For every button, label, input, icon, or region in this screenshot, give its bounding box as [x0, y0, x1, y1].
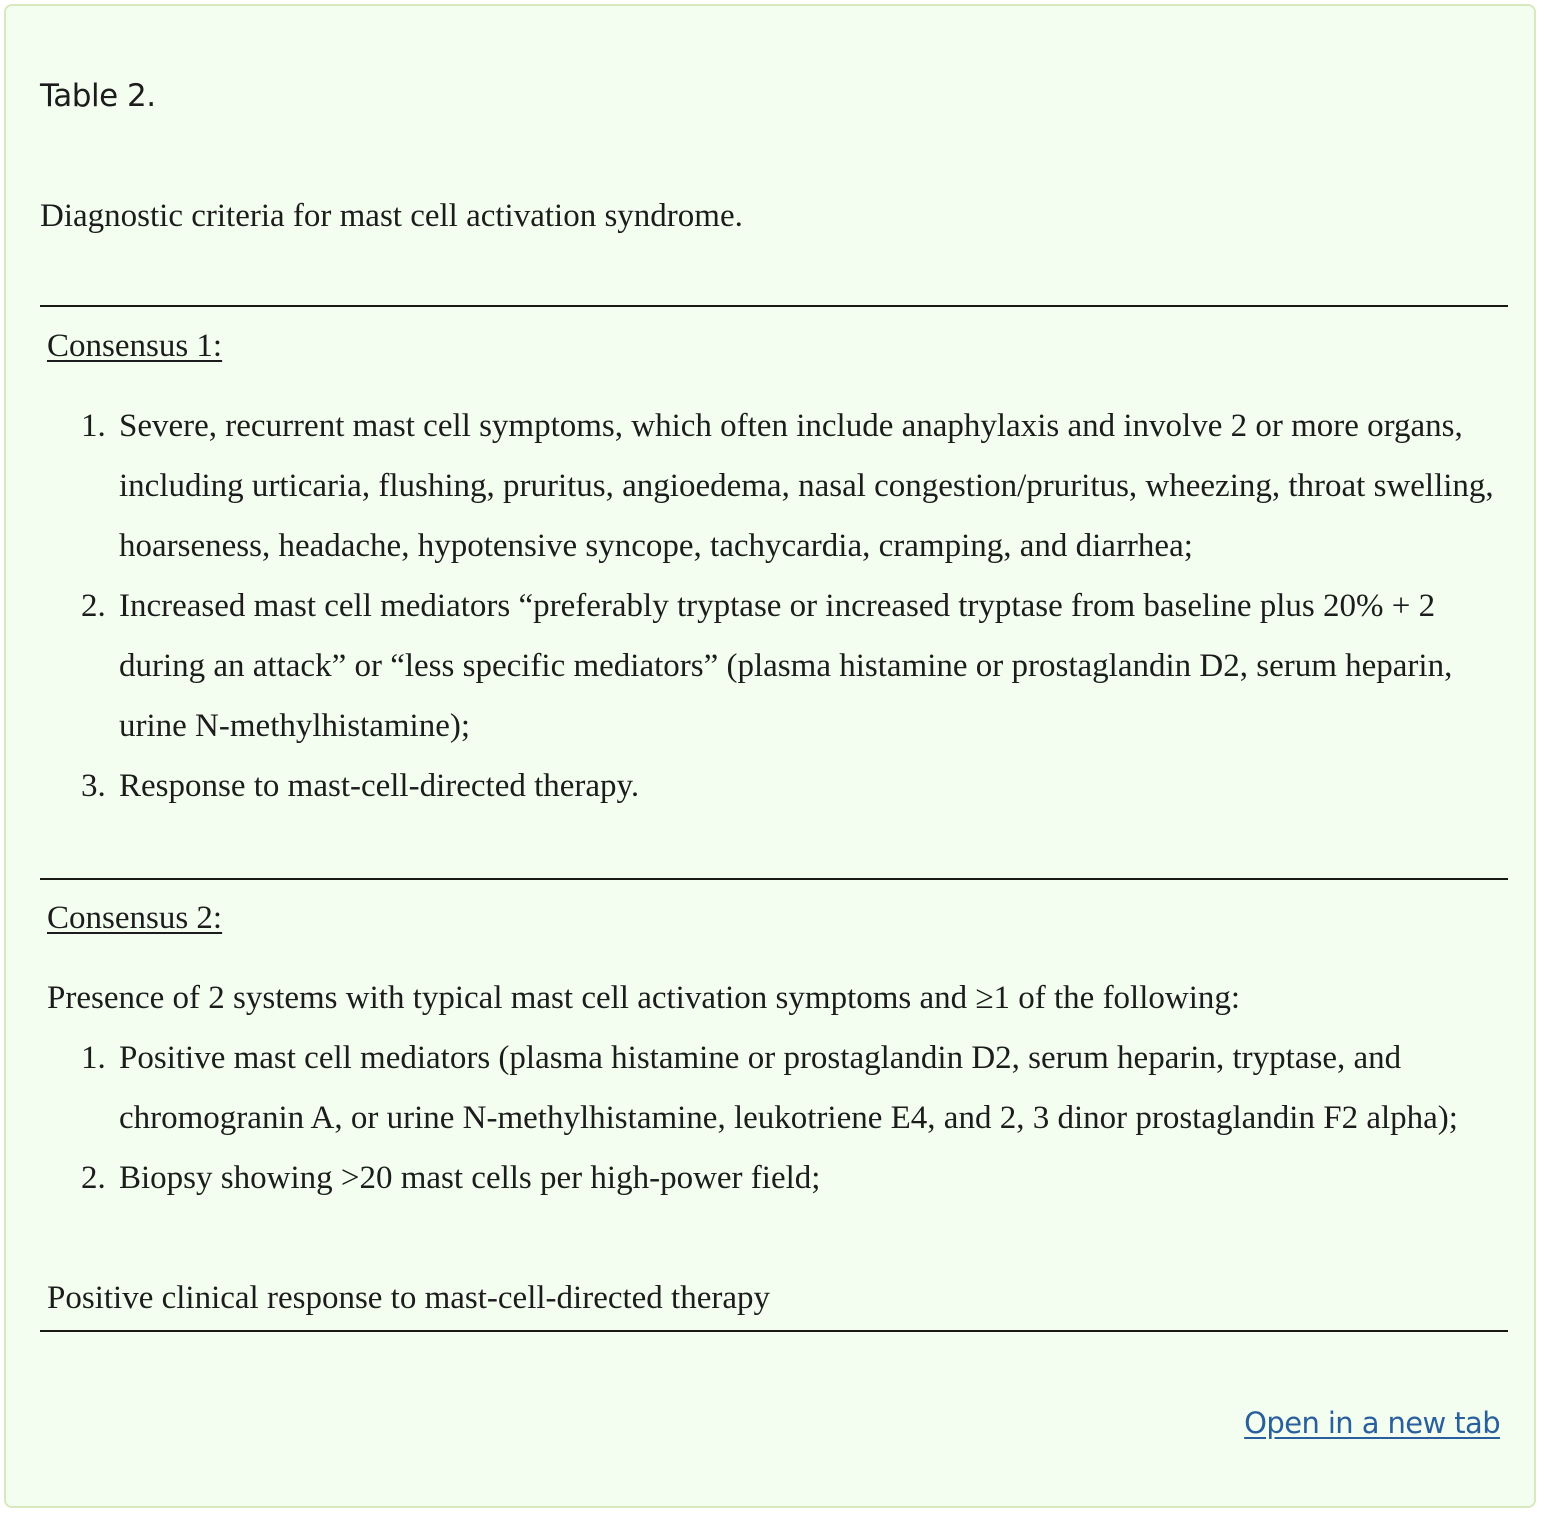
list-number: 1. [81, 1040, 106, 1076]
open-in-new-tab-link[interactable]: Open in a new tab [1244, 1406, 1500, 1440]
table-panel [4, 4, 1536, 1508]
list-item [81, 1028, 1504, 1148]
list-number: 3. [81, 768, 106, 804]
list-item [81, 756, 1504, 816]
list-item-text: Increased mast cell mediators “preferably tryptase or increased tryptase from baseline plus 20% + 2 during an attack” or “less specific mediators” (plasma histamine or prostaglandin D2, serum heparin, urine N-methylhistamine); [119, 588, 1453, 744]
consensus-1-heading: Consensus 1: [47, 328, 223, 364]
list-item-text: Response to mast-cell-directed therapy. [119, 768, 640, 804]
list-item [81, 396, 1504, 576]
list-item-text: Positive mast cell mediators (plasma histamine or prostaglandin D2, serum heparin, tryptase, and chromogranin A, or urine N-methylhistamine, leukotriene E4, and 2, 3 dinor prostaglandin F2 alpha); [119, 1040, 1458, 1136]
list-number: 2. [81, 588, 106, 624]
list-item [81, 576, 1504, 756]
consensus-2-heading: Consensus 2: [47, 900, 223, 936]
table-bottom-rule [40, 1330, 1508, 1332]
list-item-text: Biopsy showing >20 mast cells per high-power field; [119, 1160, 821, 1196]
list-number: 2. [81, 1160, 106, 1196]
list-number: 1. [81, 408, 106, 444]
list-item-text: Severe, recurrent mast cell symptoms, which often include anaphylaxis and involve 2 or more organs, including urticaria, flushing, pruritus, angioedema, nasal congestion/pruritus, wheezing, throat swelling, hoarseness, headache, hypotensive syncope, tachycardia, cramping, and diarrhea; [119, 408, 1494, 564]
consensus-2-outro: Positive clinical response to mast-cell-directed therapy [47, 1280, 771, 1316]
consensus-2-list [81, 1028, 1504, 1208]
section-divider-rule [40, 878, 1508, 880]
table-label: Table 2. [40, 78, 156, 114]
table-title: Diagnostic criteria for mast cell activation syndrome. [40, 198, 743, 234]
consensus-2-intro: Presence of 2 systems with typical mast cell activation symptoms and ≥1 of the following: [47, 980, 1241, 1016]
table-top-rule [40, 305, 1508, 307]
consensus-1-list [81, 396, 1504, 816]
list-item [81, 1148, 1504, 1208]
